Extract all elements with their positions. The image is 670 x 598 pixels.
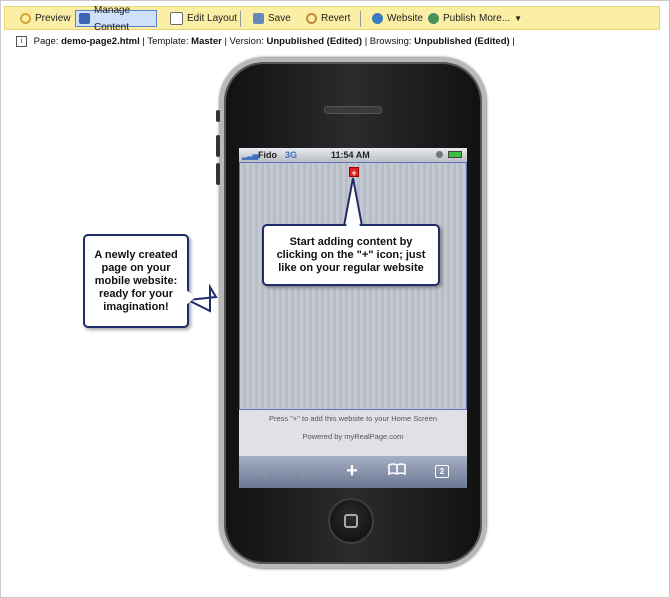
home-screen-hint: Press "+" to add this website to your Home Screen: [268, 414, 438, 423]
network-label: 3G: [285, 150, 298, 160]
pages-icon[interactable]: 2: [432, 462, 452, 481]
powered-by-link[interactable]: Powered by myRealPage.com: [302, 432, 404, 441]
toolbar-divider: [360, 11, 361, 27]
battery-icon: [448, 151, 462, 158]
template-name: Master: [191, 36, 222, 48]
publish-icon: [428, 13, 439, 24]
mobile-page-content[interactable]: [239, 162, 467, 410]
clock: 11:54 AM: [331, 150, 370, 160]
page-status-line: i Page: demo-page2.html | Template: Master | Version: Unpublished (Edited) | Browsing: Unpublished (Edited) |: [16, 36, 515, 47]
website-button[interactable]: Website: [369, 10, 426, 27]
pencil-icon: [79, 13, 90, 24]
info-icon: i: [16, 36, 27, 47]
home-square-icon: [344, 514, 358, 528]
editor-toolbar: [4, 4, 660, 33]
bookmarks-icon[interactable]: [387, 462, 407, 482]
add-content-icon[interactable]: +: [349, 167, 359, 177]
new-page-callout: A newly created page on your mobile website: ready for your imagination!: [83, 234, 189, 328]
dropdown-arrow-icon: ▼: [514, 14, 523, 23]
version-value: Unpublished (Edited): [266, 36, 363, 48]
phone-screen: [239, 148, 467, 488]
safari-toolbar: [239, 456, 467, 488]
signal-icon: ▂▃▅: [242, 153, 259, 160]
publish-button[interactable]: Publish: [425, 10, 479, 27]
back-arrow-icon[interactable]: ◀: [255, 463, 267, 479]
revert-icon: [306, 13, 317, 24]
save-icon: [253, 13, 264, 24]
revert-button[interactable]: Revert: [303, 10, 353, 27]
add-content-callout: Start adding content by clicking on the "+" icon; just like on your regular website: [262, 224, 440, 286]
add-bookmark-icon[interactable]: +: [346, 460, 358, 482]
toolbar-divider: [240, 11, 241, 27]
more-menu-button[interactable]: More... ▼: [476, 10, 525, 27]
carrier-label: Fido: [258, 150, 277, 160]
browsing-value: Unpublished (Edited): [414, 36, 510, 48]
preview-button[interactable]: Preview: [17, 10, 74, 27]
lock-icon: [436, 151, 443, 158]
home-button[interactable]: [328, 498, 374, 544]
edit-layout-button[interactable]: Edit Layout: [167, 10, 240, 27]
globe-icon: [372, 13, 383, 24]
mobile-page-footer: [239, 410, 467, 456]
forward-arrow-icon[interactable]: ▶: [300, 463, 312, 479]
manage-content-button[interactable]: Manage Content: [75, 10, 157, 27]
phone-status-bar: [239, 148, 467, 162]
page-name: demo-page2.html: [61, 36, 140, 48]
phone-speaker: [324, 106, 382, 114]
save-button[interactable]: Save: [250, 10, 294, 27]
layout-icon: [170, 12, 183, 25]
magnifier-icon: [20, 13, 31, 24]
